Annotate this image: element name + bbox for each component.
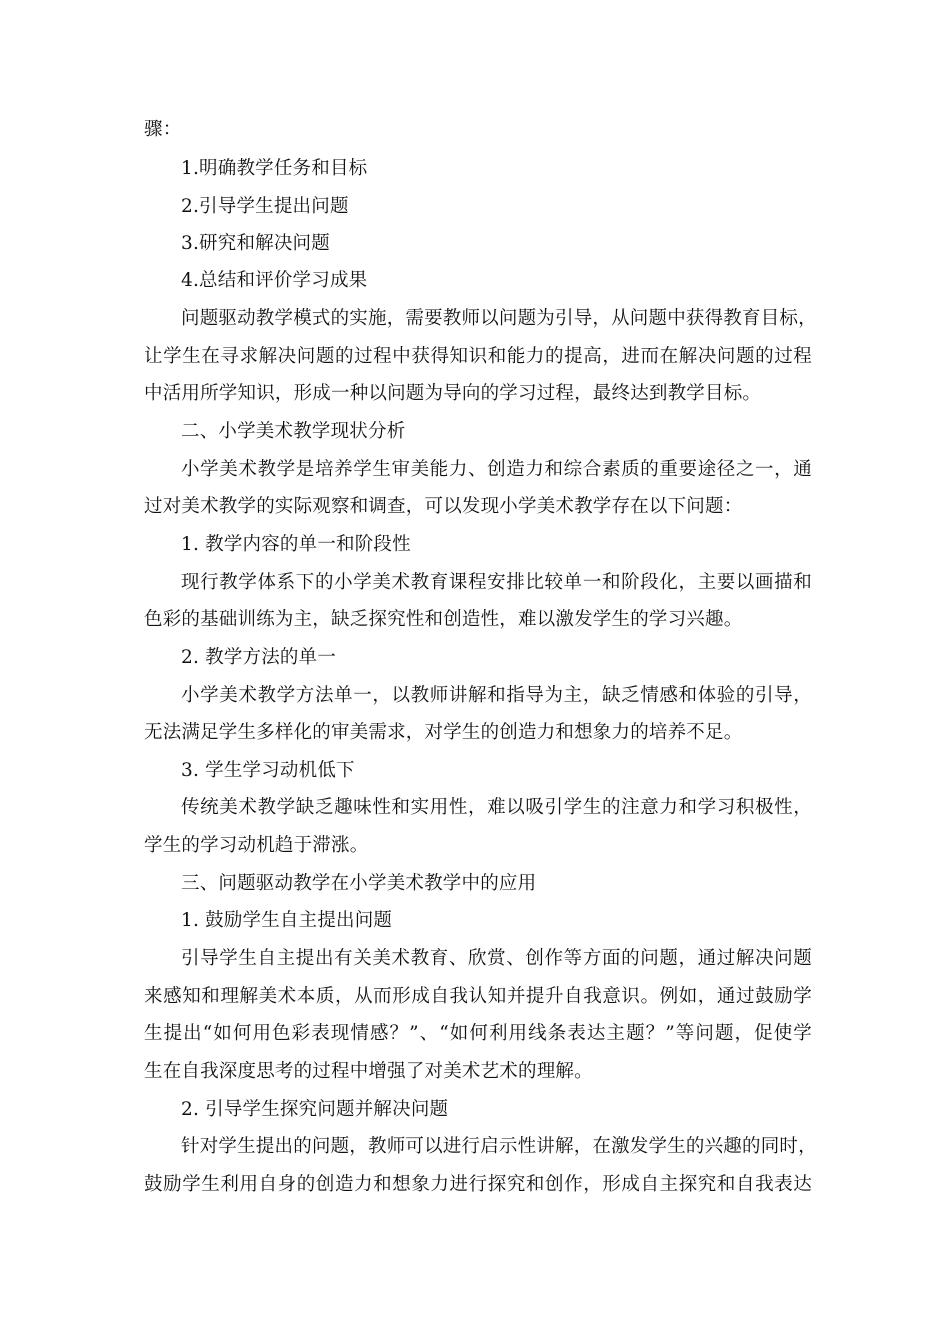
- list-item-4: 4.总结和评价学习成果: [181, 270, 368, 291]
- list-item-2: 2.引导学生提出问题: [181, 196, 349, 217]
- section-heading-3: 三、问题驱动教学在小学美术教学中的应用: [181, 873, 537, 894]
- paragraph-line: 生在自我深度思考的过程中增强了对美术艺术的理解。: [144, 1061, 593, 1082]
- paragraph-line: 让学生在寻求解决问题的过程中获得知识和能力的提高，进而在解决问题的过程: [144, 346, 812, 367]
- paragraph-line: 来感知和理解美术本质，从而形成自我认知并提升自我意识。例如，通过鼓励学: [144, 986, 812, 1007]
- subheading: 1. 教学内容的单一和阶段性: [181, 534, 411, 555]
- paragraph-line: 小学美术教学是培养学生审美能力、创造力和综合素质的重要途径之一，通: [181, 459, 812, 480]
- paragraph-line: 针对学生提出的问题，教师可以进行启示性讲解，在激发学生的兴趣的同时，: [181, 1136, 817, 1157]
- text-line-step-continuation: 骤：: [144, 119, 182, 140]
- paragraph-line: 问题驱动教学模式的实施，需要教师以问题为引导，从问题中获得教育目标，: [181, 308, 817, 329]
- list-item-1: 1.明确教学任务和目标: [181, 158, 368, 179]
- list-item-3: 3.研究和解决问题: [181, 233, 330, 254]
- paragraph-line: 鼓励学生利用自身的创造力和想象力进行探究和创作，形成自主探究和自我表达: [144, 1174, 812, 1195]
- subheading: 1. 鼓励学生自主提出问题: [181, 910, 393, 931]
- paragraph-line: 过对美术教学的实际观察和调查，可以发现小学美术教学存在以下问题：: [144, 496, 743, 517]
- paragraph-line: 无法满足学生多样化的审美需求，对学生的创造力和想象力的培养不足。: [144, 722, 743, 743]
- subheading: 2. 引导学生探究问题并解决问题: [181, 1099, 449, 1120]
- section-heading-2: 二、小学美术教学现状分析: [181, 421, 406, 442]
- paragraph-line: 学生的学习动机趋于滞涨。: [144, 835, 369, 856]
- subheading: 3. 学生学习动机低下: [181, 760, 355, 781]
- paragraph-line: 生提出“如何用色彩表现情感？”、“如何利用线条表达主题？”等问题，促使学: [144, 1023, 812, 1044]
- paragraph-line: 引导学生自主提出有关美术教育、欣赏、创作等方面的问题，通过解决问题: [181, 948, 812, 969]
- paragraph-line: 传统美术教学缺乏趣味性和实用性，难以吸引学生的注意力和学习积极性，: [181, 797, 812, 818]
- paragraph-line: 现行教学体系下的小学美术教育课程安排比较单一和阶段化，主要以画描和: [181, 572, 812, 593]
- paragraph-line: 小学美术教学方法单一，以教师讲解和指导为主，缺乏情感和体验的引导，: [181, 685, 812, 706]
- paragraph-line: 中活用所学知识，形成一种以问题为导向的学习过程，最终达到教学目标。: [144, 383, 762, 404]
- subheading: 2. 教学方法的单一: [181, 647, 337, 668]
- paragraph-line: 色彩的基础训练为主，缺乏探究性和创造性，难以激发学生的学习兴趣。: [144, 609, 743, 630]
